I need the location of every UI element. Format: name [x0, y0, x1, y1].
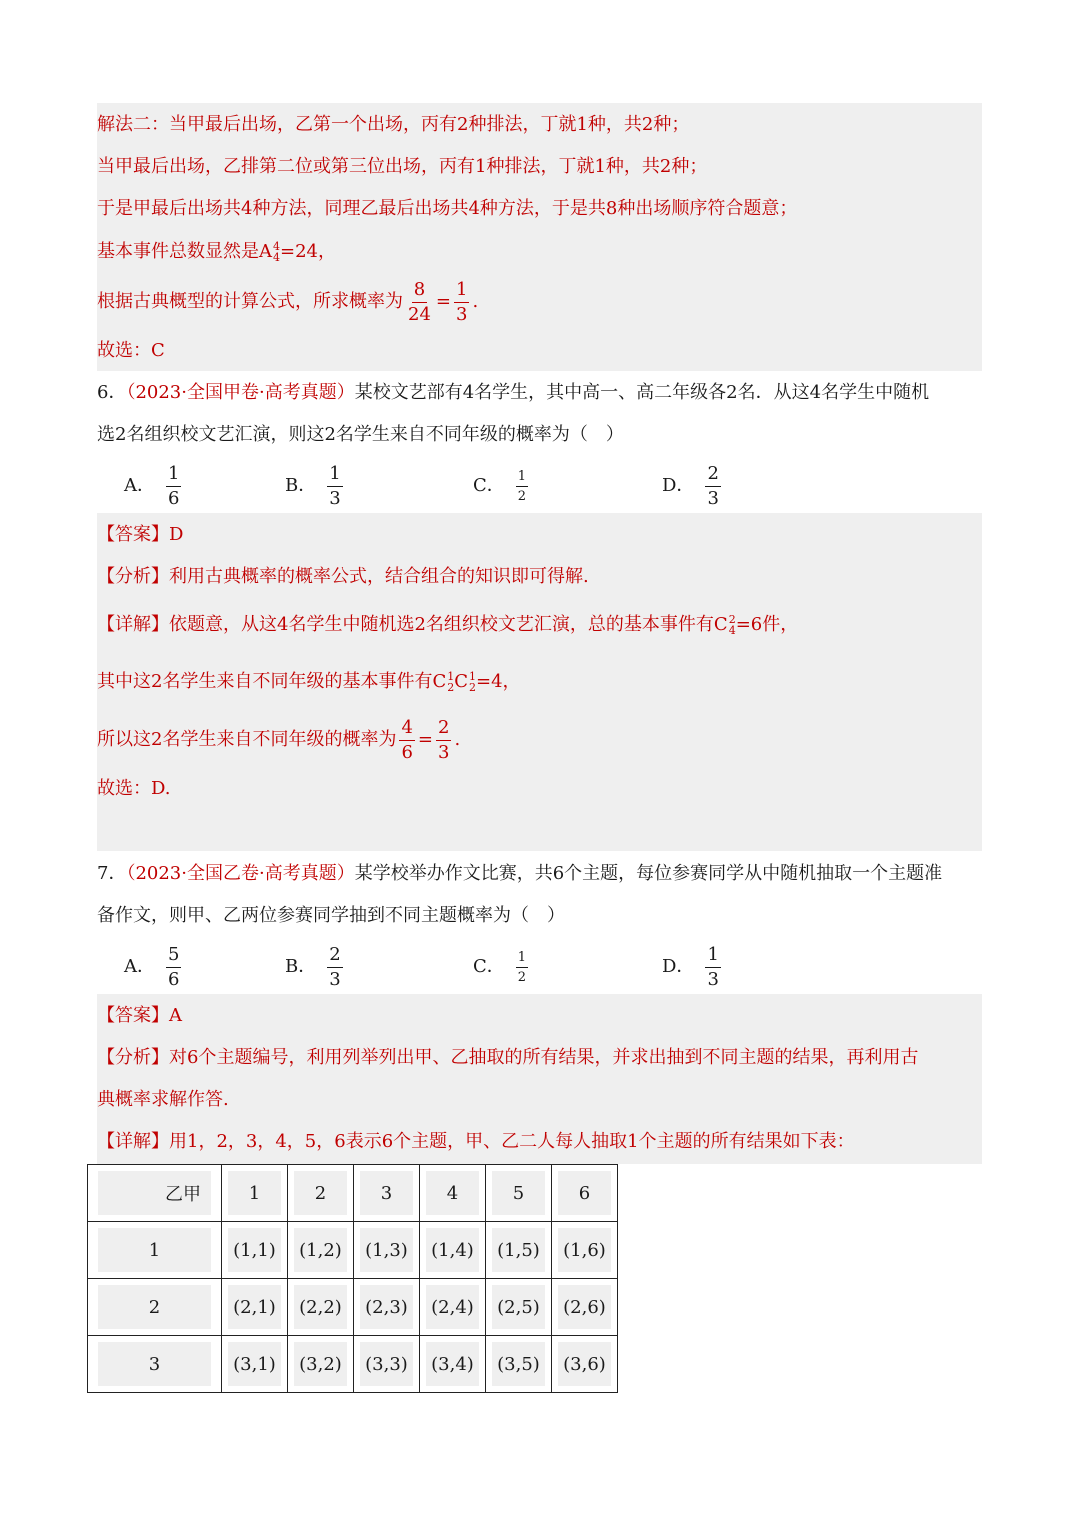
q7-source: （2023·全国乙卷·高考真题）	[126, 863, 355, 884]
period: .	[472, 291, 479, 312]
option-label: B．	[285, 956, 317, 977]
cell-value: (3,3)	[360, 1342, 413, 1386]
row-label: 2	[98, 1285, 211, 1329]
table-header-cell	[552, 1165, 618, 1222]
cell-value: (1,1)	[228, 1228, 281, 1272]
cell-value: (2,4)	[426, 1285, 479, 1329]
header-label: 1	[228, 1171, 281, 1215]
option-label: C．	[473, 475, 505, 496]
table-cell	[552, 1336, 618, 1393]
fraction-8-24	[406, 278, 433, 325]
option-label: A．	[124, 956, 155, 977]
table-cell	[354, 1279, 420, 1336]
frac-num: 1	[705, 946, 720, 968]
option-fraction	[166, 462, 181, 509]
corner-label: 乙甲	[98, 1171, 211, 1215]
table-header-cell	[486, 1165, 552, 1222]
cell-value: (1,4)	[426, 1228, 479, 1272]
combination-symbol: C	[432, 671, 447, 692]
q7-number: 7．	[97, 863, 127, 884]
cell-value: (3,5)	[492, 1342, 545, 1386]
comb-sub: 2	[469, 681, 477, 694]
q6-conclusion: 故选：D.	[97, 778, 171, 799]
detail-text: 其中这2名学生来自不同年级的基本事件有	[97, 671, 433, 692]
table-cell	[486, 1336, 552, 1393]
row-label: 3	[98, 1342, 211, 1386]
solution2-line4-prefix: 基本事件总数显然是	[97, 241, 259, 262]
table-cell	[420, 1336, 486, 1393]
table-cell	[222, 1336, 288, 1393]
analysis-text: 利用古典概率的概率公式，结合组合的知识即可得解.	[169, 566, 589, 587]
q7-option-a	[124, 943, 184, 991]
header-label: 4	[426, 1171, 479, 1215]
analysis-tag: 【分析】	[97, 1047, 169, 1068]
table-header-cell	[420, 1165, 486, 1222]
frac-num: 2	[436, 719, 451, 741]
answer-value: D	[169, 524, 184, 545]
outcome-table	[87, 1164, 618, 1393]
frac-den: 6	[168, 968, 180, 990]
frac-num: 8	[412, 281, 427, 303]
table-cell	[354, 1222, 420, 1279]
comb-sub: 4	[728, 624, 736, 637]
detail-tag: 【详解】	[97, 614, 169, 635]
frac-den: 2	[517, 488, 527, 504]
fraction-4-6	[399, 716, 414, 763]
frac-num: 4	[399, 719, 414, 741]
cell-value: (3,6)	[558, 1342, 611, 1386]
q6-number: 6．	[97, 382, 127, 403]
comb-sup: 2	[728, 613, 736, 626]
answer-tag: 【答案】	[97, 1005, 169, 1026]
frac-num: 2	[327, 946, 342, 968]
solution2-line5-prefix: 根据古典概型的计算公式，所求概率为	[97, 291, 403, 312]
combination-indices	[729, 614, 736, 636]
cell-value: (1,6)	[558, 1228, 611, 1272]
q6-option-a	[124, 462, 184, 510]
q6-detail-line1	[97, 613, 798, 637]
frac-num: 1	[166, 465, 181, 487]
solution2-line4	[97, 240, 336, 264]
q7-answer	[97, 1004, 182, 1028]
option-label: B．	[285, 475, 317, 496]
comb-sub: 2	[447, 681, 455, 694]
header-label: 5	[492, 1171, 545, 1215]
cell-value: (3,2)	[294, 1342, 347, 1386]
solution2-block	[97, 103, 982, 371]
option-label: C．	[473, 956, 505, 977]
cell-value: (3,4)	[426, 1342, 479, 1386]
comb-sup: 1	[469, 670, 477, 683]
q7-detail	[97, 1130, 855, 1154]
option-fraction	[516, 951, 528, 984]
option-fraction	[705, 943, 720, 990]
option-fraction	[327, 943, 342, 990]
table-header-cell	[354, 1165, 420, 1222]
frac-num: 2	[705, 465, 720, 487]
frac-num: 1	[516, 951, 528, 968]
option-label: D．	[662, 475, 695, 496]
table-cell	[552, 1279, 618, 1336]
detail-text: 依题意，从这4名学生中随机选2名组织校文艺汇演，总的基本事件有	[169, 614, 714, 635]
combination-symbol: C	[713, 614, 728, 635]
q6-answer	[97, 523, 183, 547]
table-row	[88, 1279, 618, 1336]
table-row-label	[88, 1222, 222, 1279]
frac-den: 3	[329, 487, 341, 509]
q6-analysis	[97, 565, 589, 589]
answer-tag: 【答案】	[97, 524, 169, 545]
detail-suffix: =6件，	[735, 614, 799, 635]
row-label: 1	[98, 1228, 211, 1272]
q6-option-b	[285, 462, 346, 510]
fraction-2-3	[436, 716, 451, 763]
solution2-conclusion: 故选：C	[97, 340, 165, 361]
cell-value: (2,1)	[228, 1285, 281, 1329]
option-fraction	[327, 462, 342, 509]
table-cell	[222, 1279, 288, 1336]
period: .	[454, 729, 461, 750]
q7-text1: 某学校举办作文比赛，共6个主题，每位参赛同学从中随机抽取一个主题准	[354, 863, 943, 884]
cell-value: (1,2)	[294, 1228, 347, 1272]
frac-den: 24	[408, 303, 431, 325]
combination-indices	[469, 671, 476, 693]
table-header-row	[88, 1165, 618, 1222]
permutation-indices	[273, 241, 280, 263]
table-row-label	[88, 1279, 222, 1336]
q7-stem-line2: 备作文，则甲、乙两位参赛同学抽到不同主题概率为（ ）	[97, 905, 565, 926]
cell-value: (2,2)	[294, 1285, 347, 1329]
table-row	[88, 1222, 618, 1279]
table-header-cell	[288, 1165, 354, 1222]
table-corner-cell	[88, 1165, 222, 1222]
combination-symbol: C	[454, 671, 469, 692]
table-cell	[552, 1222, 618, 1279]
table-cell	[486, 1222, 552, 1279]
cell-value: (1,3)	[360, 1228, 413, 1272]
q6-solution-block	[97, 513, 982, 851]
frac-num: 1	[516, 470, 528, 487]
perm-sup: 4	[273, 240, 280, 253]
header-label: 3	[360, 1171, 413, 1215]
option-label: D．	[662, 956, 695, 977]
cell-value: (2,3)	[360, 1285, 413, 1329]
table-row-label	[88, 1336, 222, 1393]
table-cell	[288, 1222, 354, 1279]
frac-num: 5	[166, 946, 181, 968]
detail-tag: 【详解】	[97, 1131, 169, 1152]
answer-value: A	[169, 1005, 182, 1026]
comb-sup: 1	[447, 670, 455, 683]
q6-detail-line3	[97, 715, 460, 765]
frac-den: 3	[456, 303, 468, 325]
solution2-line4-suffix: =24，	[280, 241, 336, 262]
cell-value: (1,5)	[492, 1228, 545, 1272]
frac-den: 3	[707, 487, 719, 509]
frac-den: 6	[401, 741, 413, 763]
option-fraction	[166, 943, 181, 990]
equals-sign: =	[417, 729, 433, 750]
q7-analysis-line1	[97, 1046, 918, 1070]
header-label: 2	[294, 1171, 347, 1215]
q6-detail-line2	[97, 670, 521, 694]
q7-solution-block	[97, 994, 982, 1164]
q7-option-c	[473, 943, 531, 991]
frac-den: 2	[517, 969, 527, 985]
solution2-line2: 当甲最后出场，乙排第二位或第三位出场，丙有1种排法，丁就1种，共2种；	[97, 156, 708, 177]
option-fraction	[705, 462, 720, 509]
analysis-text: 对6个主题编号，利用列举列出甲、乙抽取的所有结果，并求出抽到不同主题的结果，再利用古	[169, 1047, 919, 1068]
q6-option-d	[662, 462, 724, 510]
option-label: A．	[124, 475, 155, 496]
q6-stem-line1	[97, 381, 929, 405]
analysis-tag: 【分析】	[97, 566, 169, 587]
perm-sub: 4	[273, 251, 280, 264]
frac-num: 1	[454, 281, 469, 303]
q6-option-c	[473, 462, 531, 510]
fraction-1-3	[454, 278, 469, 325]
detail-suffix: =4，	[476, 671, 521, 692]
table-cell	[288, 1336, 354, 1393]
q6-stem-line2: 选2名组织校文艺汇演，则这2名学生来自不同年级的概率为（ ）	[97, 424, 624, 445]
table-cell	[420, 1222, 486, 1279]
detail-text: 用1，2，3，4，5，6表示6个主题，甲、乙二人每人抽取1个主题的所有结果如下表：	[169, 1131, 855, 1152]
table-cell	[486, 1279, 552, 1336]
cell-value: (2,6)	[558, 1285, 611, 1329]
permutation-symbol: A	[259, 241, 272, 262]
q6-source: （2023·全国甲卷·高考真题）	[126, 382, 355, 403]
frac-den: 3	[707, 968, 719, 990]
table-cell	[354, 1336, 420, 1393]
frac-den: 3	[438, 741, 450, 763]
table-cell	[420, 1279, 486, 1336]
table-cell	[222, 1222, 288, 1279]
frac-num: 1	[327, 465, 342, 487]
q6-text1: 某校文艺部有4名学生，其中高一、高二年级各2名．从这4名学生中随机	[354, 382, 930, 403]
q7-analysis-line2: 典概率求解作答.	[97, 1089, 229, 1110]
frac-den: 6	[168, 487, 180, 509]
solution2-line1: 解法二：当甲最后出场，乙第一个出场，丙有2种排法，丁就1种，共2种；	[97, 114, 690, 135]
header-label: 6	[558, 1171, 611, 1215]
cell-value: (2,5)	[492, 1285, 545, 1329]
detail-text: 所以这2名学生来自不同年级的概率为	[97, 729, 397, 750]
q7-stem-line1	[97, 862, 942, 886]
cell-value: (3,1)	[228, 1342, 281, 1386]
table-row	[88, 1336, 618, 1393]
frac-den: 3	[329, 968, 341, 990]
option-fraction	[516, 470, 528, 503]
q7-option-b	[285, 943, 346, 991]
q7-option-d	[662, 943, 724, 991]
table-header-cell	[222, 1165, 288, 1222]
solution2-line3: 于是甲最后出场共4种方法，同理乙最后出场共4种方法，于是共8种出场顺序符合题意；	[97, 198, 798, 219]
equals-sign: =	[435, 291, 451, 312]
solution2-line5	[97, 277, 478, 327]
table-cell	[288, 1279, 354, 1336]
